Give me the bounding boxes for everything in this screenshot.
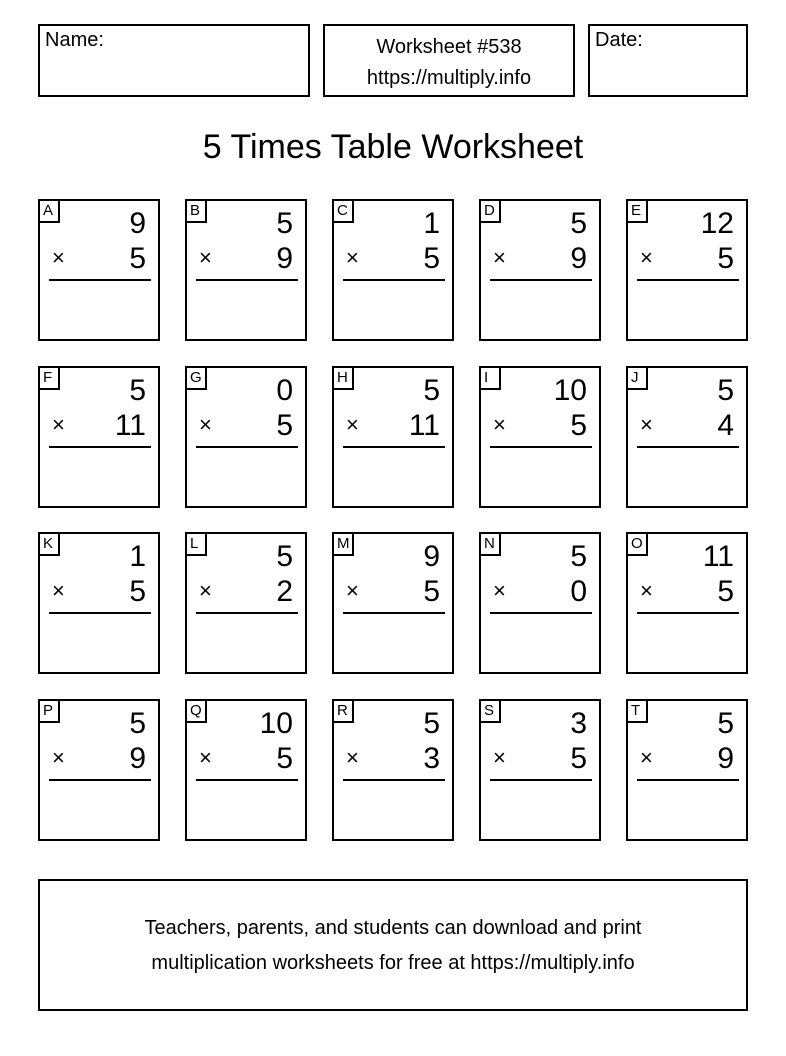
problem-card[interactable] xyxy=(185,532,307,674)
problem-card[interactable] xyxy=(626,199,748,341)
answer-line xyxy=(343,779,445,781)
problem-letter: T xyxy=(628,701,648,723)
multiplicand: 10 xyxy=(553,374,587,407)
times-sign: × xyxy=(52,245,65,270)
answer-line xyxy=(490,779,592,781)
answer-line xyxy=(490,612,592,614)
multiplier: 5 xyxy=(717,575,734,608)
problem-card[interactable] xyxy=(38,366,160,508)
problem-card[interactable] xyxy=(626,366,748,508)
answer-line xyxy=(637,779,739,781)
answer-line xyxy=(196,279,298,281)
footer-line-2: multiplication worksheets for free at https://multiply.info xyxy=(151,952,635,974)
multiplicand: 3 xyxy=(570,707,587,740)
problem-card[interactable] xyxy=(479,699,601,841)
multiplier: 5 xyxy=(129,575,146,608)
multiplier: 9 xyxy=(276,242,293,275)
multiplicand: 10 xyxy=(259,707,293,740)
problem-letter: P xyxy=(40,701,60,723)
times-sign: × xyxy=(346,245,359,270)
page-title: 5 Times Table Worksheet xyxy=(202,128,584,166)
answer-line xyxy=(49,612,151,614)
multiplicand: 5 xyxy=(570,207,587,240)
multiplicand: 12 xyxy=(700,207,734,240)
problem-letter: Q xyxy=(187,701,207,723)
problem-letter: O xyxy=(628,534,648,556)
problem-card[interactable] xyxy=(479,366,601,508)
multiplier: 3 xyxy=(423,742,440,775)
problem-letter: E xyxy=(628,201,648,223)
times-sign: × xyxy=(640,245,653,270)
answer-line xyxy=(196,612,298,614)
times-sign: × xyxy=(52,578,65,603)
problem-card[interactable] xyxy=(479,199,601,341)
multiplier: 5 xyxy=(570,409,587,442)
problem-letter: H xyxy=(334,368,354,390)
problem-card[interactable] xyxy=(38,532,160,674)
multiplicand: 5 xyxy=(276,540,293,573)
answer-line xyxy=(196,446,298,448)
answer-line xyxy=(637,446,739,448)
problem-letter: D xyxy=(481,201,501,223)
multiplier: 5 xyxy=(129,242,146,275)
problem-card[interactable] xyxy=(185,199,307,341)
times-sign: × xyxy=(493,578,506,603)
problem-card[interactable] xyxy=(332,699,454,841)
answer-line xyxy=(637,279,739,281)
problem-card[interactable] xyxy=(332,532,454,674)
answer-line xyxy=(49,446,151,448)
answer-line xyxy=(490,279,592,281)
answer-line xyxy=(343,612,445,614)
multiplier: 4 xyxy=(717,409,734,442)
times-sign: × xyxy=(52,412,65,437)
multiplier: 9 xyxy=(570,242,587,275)
times-sign: × xyxy=(346,412,359,437)
times-sign: × xyxy=(199,578,212,603)
answer-line xyxy=(490,446,592,448)
multiplicand: 9 xyxy=(423,540,440,573)
multiplier: 5 xyxy=(570,742,587,775)
times-sign: × xyxy=(640,745,653,770)
worksheet-number: Worksheet #538 xyxy=(376,36,522,58)
multiplicand: 5 xyxy=(276,207,293,240)
footer-note xyxy=(38,879,748,1011)
multiplier: 5 xyxy=(276,742,293,775)
problem-card[interactable] xyxy=(332,199,454,341)
problem-letter: R xyxy=(334,701,354,723)
multiplicand: 9 xyxy=(129,207,146,240)
name-label: Name: xyxy=(45,29,104,51)
problem-letter: K xyxy=(40,534,60,556)
problem-letter: B xyxy=(187,201,207,223)
answer-line xyxy=(49,779,151,781)
multiplier: 5 xyxy=(423,575,440,608)
multiplicand: 1 xyxy=(129,540,146,573)
multiplier: 2 xyxy=(276,575,293,608)
multiplicand: 0 xyxy=(276,374,293,407)
multiplier: 5 xyxy=(717,242,734,275)
problem-letter: I xyxy=(481,368,501,390)
problem-card[interactable] xyxy=(626,699,748,841)
answer-line xyxy=(196,779,298,781)
times-sign: × xyxy=(640,412,653,437)
problem-letter: F xyxy=(40,368,60,390)
times-sign: × xyxy=(52,745,65,770)
times-sign: × xyxy=(493,245,506,270)
worksheet-website: https://multiply.info xyxy=(366,67,532,89)
problem-letter: L xyxy=(187,534,207,556)
answer-line xyxy=(637,612,739,614)
problem-letter: S xyxy=(481,701,501,723)
answer-line xyxy=(343,446,445,448)
problem-letter: N xyxy=(481,534,501,556)
problem-card[interactable] xyxy=(185,366,307,508)
multiplier: 9 xyxy=(717,742,734,775)
problem-card[interactable] xyxy=(185,699,307,841)
times-sign: × xyxy=(199,412,212,437)
multiplicand: 5 xyxy=(570,540,587,573)
times-sign: × xyxy=(199,745,212,770)
multiplier: 11 xyxy=(114,409,146,442)
times-sign: × xyxy=(640,578,653,603)
multiplicand: 5 xyxy=(129,707,146,740)
problem-card[interactable] xyxy=(38,199,160,341)
problem-letter: M xyxy=(334,534,354,556)
footer-line-1: Teachers, parents, and students can download and print xyxy=(144,917,642,939)
problem-letter: J xyxy=(628,368,648,390)
problem-letter: G xyxy=(187,368,207,390)
times-sign: × xyxy=(493,745,506,770)
problem-card[interactable] xyxy=(38,699,160,841)
multiplicand: 5 xyxy=(129,374,146,407)
multiplier: 9 xyxy=(129,742,146,775)
times-sign: × xyxy=(346,578,359,603)
multiplier: 11 xyxy=(408,409,440,442)
multiplicand: 5 xyxy=(423,374,440,407)
date-label: Date: xyxy=(595,29,643,51)
problem-card[interactable] xyxy=(479,532,601,674)
multiplier: 5 xyxy=(276,409,293,442)
multiplicand: 5 xyxy=(717,374,734,407)
problem-letter: A xyxy=(40,201,60,223)
multiplicand: 5 xyxy=(717,707,734,740)
times-sign: × xyxy=(493,412,506,437)
answer-line xyxy=(49,279,151,281)
multiplicand: 11 xyxy=(702,540,734,573)
times-sign: × xyxy=(346,745,359,770)
multiplier: 5 xyxy=(423,242,440,275)
problem-card[interactable] xyxy=(626,532,748,674)
answer-line xyxy=(343,279,445,281)
times-sign: × xyxy=(199,245,212,270)
multiplicand: 5 xyxy=(423,707,440,740)
problem-card[interactable] xyxy=(332,366,454,508)
multiplier: 0 xyxy=(570,575,587,608)
multiplicand: 1 xyxy=(423,207,440,240)
problem-letter: C xyxy=(334,201,354,223)
